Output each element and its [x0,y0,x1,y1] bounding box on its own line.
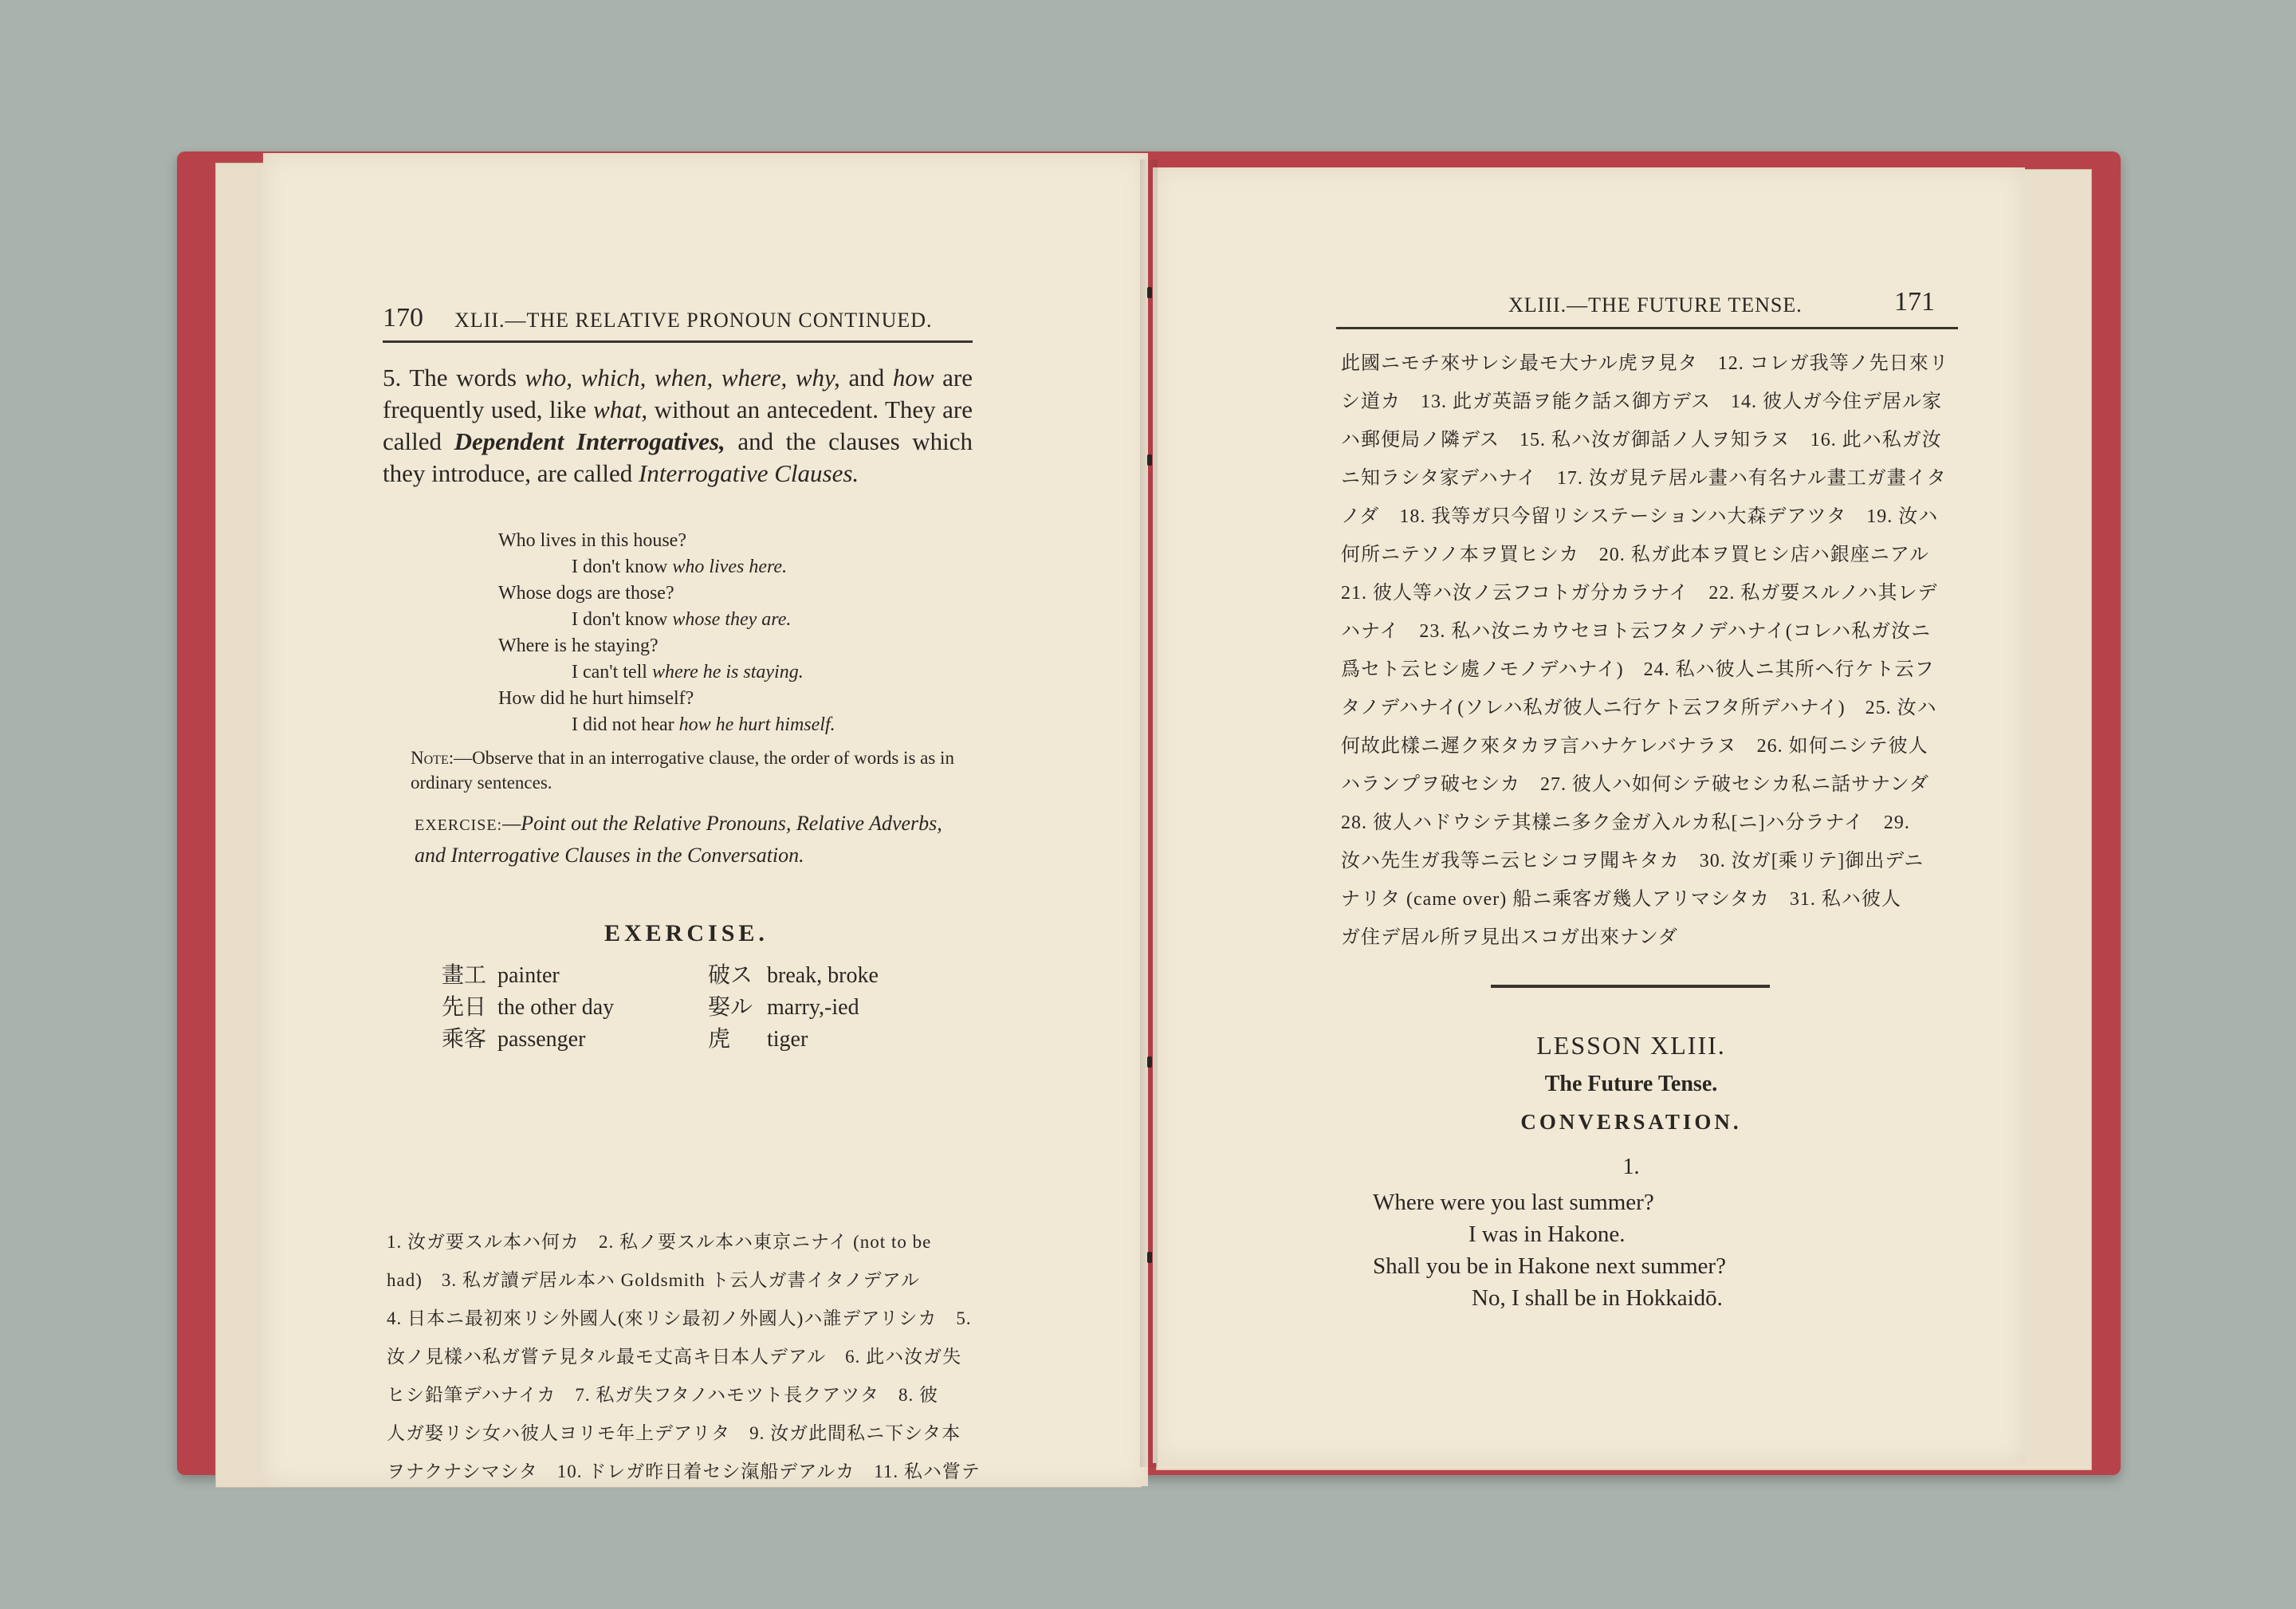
jp-line: ハナイ 23. 私ハ汝ニカウセヨト云フタノデハナイ(コレハ私ガ汝ニ [1341,621,1932,642]
book-spine-gutter [1140,159,1158,1467]
jp-line: ニ知ラシタ家デハナイ 17. 汝ガ見テ居ル畫ハ有名ナル畫工ガ畫イタ [1341,468,1947,489]
para5-lead: 5. The words [383,364,525,391]
dialog-answer [498,607,945,633]
para5-what: what, [593,395,648,423]
binding-stitch [1147,1252,1152,1263]
section-divider [1491,985,1770,988]
conversation-question: Shall you be in Hakone next summer? [1373,1253,1726,1279]
vocab-jp: 先日 [442,995,487,1020]
jp-line: ヒシ鉛筆デハナイカ 7. 私ガ失フタノハモツト長クアツタ 8. 彼 [387,1385,938,1405]
japanese-exercise-text [387,1223,981,1491]
note-text: —Observe that in an interrogative clause, the order of words is as in ordinary sentences. [411,748,954,793]
exercise-heading: EXERCISE. [604,920,769,946]
lesson-subtitle: The Future Tense. [1544,1072,1718,1096]
dialog-question: Who lives in this house? [498,530,686,551]
para5-and: and [839,364,893,391]
jp-line: 1. 汝ガ要スル本ハ何カ 2. 私ノ要スル本ハ東京ニナイ (not to be [387,1232,932,1252]
vocab-row [442,960,968,992]
dialog-answer [498,712,945,738]
vocab-en: the other day [497,995,615,1020]
exercise-text: —Point out the Relative Pronouns, Relative Adverbs, and Interrogative Clauses in the Conversation. [415,812,942,867]
jp-line: had) 3. 私ガ讀デ居ル本ハ Goldsmith ト云人ガ書イタノデアル [387,1270,920,1290]
dialog-question: Where is he staying? [498,635,659,656]
jp-line: ノダ 18. 我等ガ只今留リシステーションハ大森デアツタ 19. 汝ハ [1341,506,1939,527]
dialog-answer-italic: who lives here. [672,557,788,577]
page-number: 171 [1894,287,1935,317]
jp-line: 21. 彼人等ハ汝ノ云フコトガ分カラナイ 22. 私ガ要スルノハ其レデ [1341,583,1938,604]
binding-stitch [1147,454,1152,466]
dialog-answer [498,659,945,686]
conversation-question: Where were you last summer? [1373,1190,1654,1215]
vocab-en: marry,-ied [767,995,859,1020]
example-dialog [498,528,945,738]
dialog-answer-plain: I can't tell [572,662,652,683]
note [411,745,973,795]
jp-line: ヲナクナシマシタ 10. ドレガ昨日着セシ滊船デアルカ 11. 私ハ嘗テ [387,1461,981,1481]
dialog-answer [498,554,945,580]
dialog-answer-italic: whose they are. [672,609,792,630]
conversation-number: 1. [1622,1155,1640,1179]
vocab-en: painter [497,963,560,988]
jp-line: 汝ノ見樣ハ私ガ嘗テ見タル最モ丈高キ日本人デアル 6. 此ハ汝ガ失 [387,1347,962,1367]
dialog-answer-plain: I don't know [572,609,673,630]
dialog-answer-italic: where he is staying. [651,662,804,683]
conversation-heading: CONVERSATION. [1520,1110,1742,1134]
header-rule [1336,327,1958,329]
vocab-en: break, broke [767,963,879,988]
dialog-question: Whose dogs are those? [498,583,674,604]
para5-rest2: without an antecedent. They are called [383,395,973,455]
jp-line: ハ郵便局ノ隣デス 15. 私ハ汝ガ御話ノ人ヲ知ラヌ 16. 此ハ私ガ汝 [1341,430,1942,450]
paragraph-5 [383,362,973,490]
conversation-answer: No, I shall be in Hokkaidō. [1472,1285,1723,1311]
para5-rest3: and the clauses which they introduce, are called [383,427,973,487]
vocab-row [442,1024,968,1056]
jp-line: 何故此樣ニ遲ク來タカヲ言ハナケレバナラヌ 26. 如何ニシテ彼人 [1341,736,1928,757]
para5-term1: Dependent Interrogatives, [454,427,725,455]
jp-line: ガ住デ居ル所ヲ見出スコガ出來ナンダ [1341,927,1678,948]
right-page [1153,167,2025,1463]
para5-rest1: are frequently used, like [383,364,973,423]
jp-line: 此國ニモチ來サレシ最モ大ナル虎ヲ見タ 12. コレガ我等ノ先日來リ [1341,353,1949,374]
dialog-answer-plain: I don't know [572,557,673,577]
japanese-exercise-text [1341,344,1963,957]
binding-stitch [1147,287,1152,298]
dialog-question: How did he hurt himself? [498,688,694,709]
note-label: Note: [411,748,454,768]
left-page [263,153,1148,1486]
para5-how: how [892,364,934,391]
jp-line: 爲セト云ヒシ處ノモノデハナイ) 24. 私ハ彼人ニ其所ヘ行ケト云フ [1341,659,1935,680]
conversation-answer: I was in Hakone. [1468,1222,1626,1247]
vocab-jp: 破ス [708,963,753,988]
vocab-row [442,992,968,1024]
para5-words: who, which, when, where, why, [525,364,840,391]
vocab-jp: 虎 [708,1027,731,1052]
vocabulary-list [442,960,968,1056]
jp-line: 何所ニテソノ本ヲ買ヒシカ 20. 私ガ此本ヲ買ヒシ店ハ銀座ニアル [1341,545,1929,565]
jp-line: ナリタ (came over) 船ニ乘客ガ幾人アリマシタカ 31. 私ハ彼人 [1341,889,1901,910]
running-head: XLII.—THE RELATIVE PRONOUN CONTINUED. [454,309,933,332]
header-rule [383,340,973,343]
vocab-jp: 畫工 [442,963,487,988]
para5-term2: Interrogative Clauses. [639,459,859,487]
conversation [1373,1186,1726,1314]
jp-line: 汝ハ先生ガ我等ニ云ヒシコヲ聞キタカ 30. 汝ガ[乘リテ]御出デニ [1341,851,1924,871]
jp-line: ハランプヲ破セシカ 27. 彼人ハ如何シテ破セシカ私ニ話サナンダ [1341,774,1929,795]
lesson-title: LESSON XLIII. [1536,1031,1726,1060]
vocab-en: passenger [497,1027,586,1052]
jp-line: タノデハナイ(ソレハ私ガ彼人ニ行ケト云フタ所デハナイ) 25. 汝ハ [1341,698,1937,718]
jp-line: 人ガ娶リシ女ハ彼人ヨリモ年上デアリタ 9. 汝ガ此間私ニ下シタ本 [387,1423,961,1443]
vocab-en: tiger [767,1027,808,1052]
vocab-jp: 娶ル [708,995,753,1020]
vocab-jp: 乘客 [442,1027,487,1052]
page-number: 170 [383,303,423,332]
binding-stitch [1147,1056,1152,1068]
dialog-answer-plain: I did not hear [572,714,679,735]
jp-line: 4. 日本ニ最初來リシ外國人(來リシ最初ノ外國人)ハ誰デアリシカ 5. [387,1308,972,1328]
dialog-answer-italic: how he hurt himself. [678,714,835,735]
exercise-label: EXERCISE: [415,816,503,834]
jp-line: シ道カ 13. 此ガ英語ヲ能ク話ス御方デス 14. 彼人ガ今住デ居ル家 [1341,391,1943,412]
running-head: XLIII.—THE FUTURE TENSE. [1508,293,1803,317]
exercise-instruction [415,808,973,871]
jp-line: 28. 彼人ハドウシテ其樣ニ多ク金ガ入ルカ私[ニ]ハ分ラナイ 29. [1341,812,1910,833]
